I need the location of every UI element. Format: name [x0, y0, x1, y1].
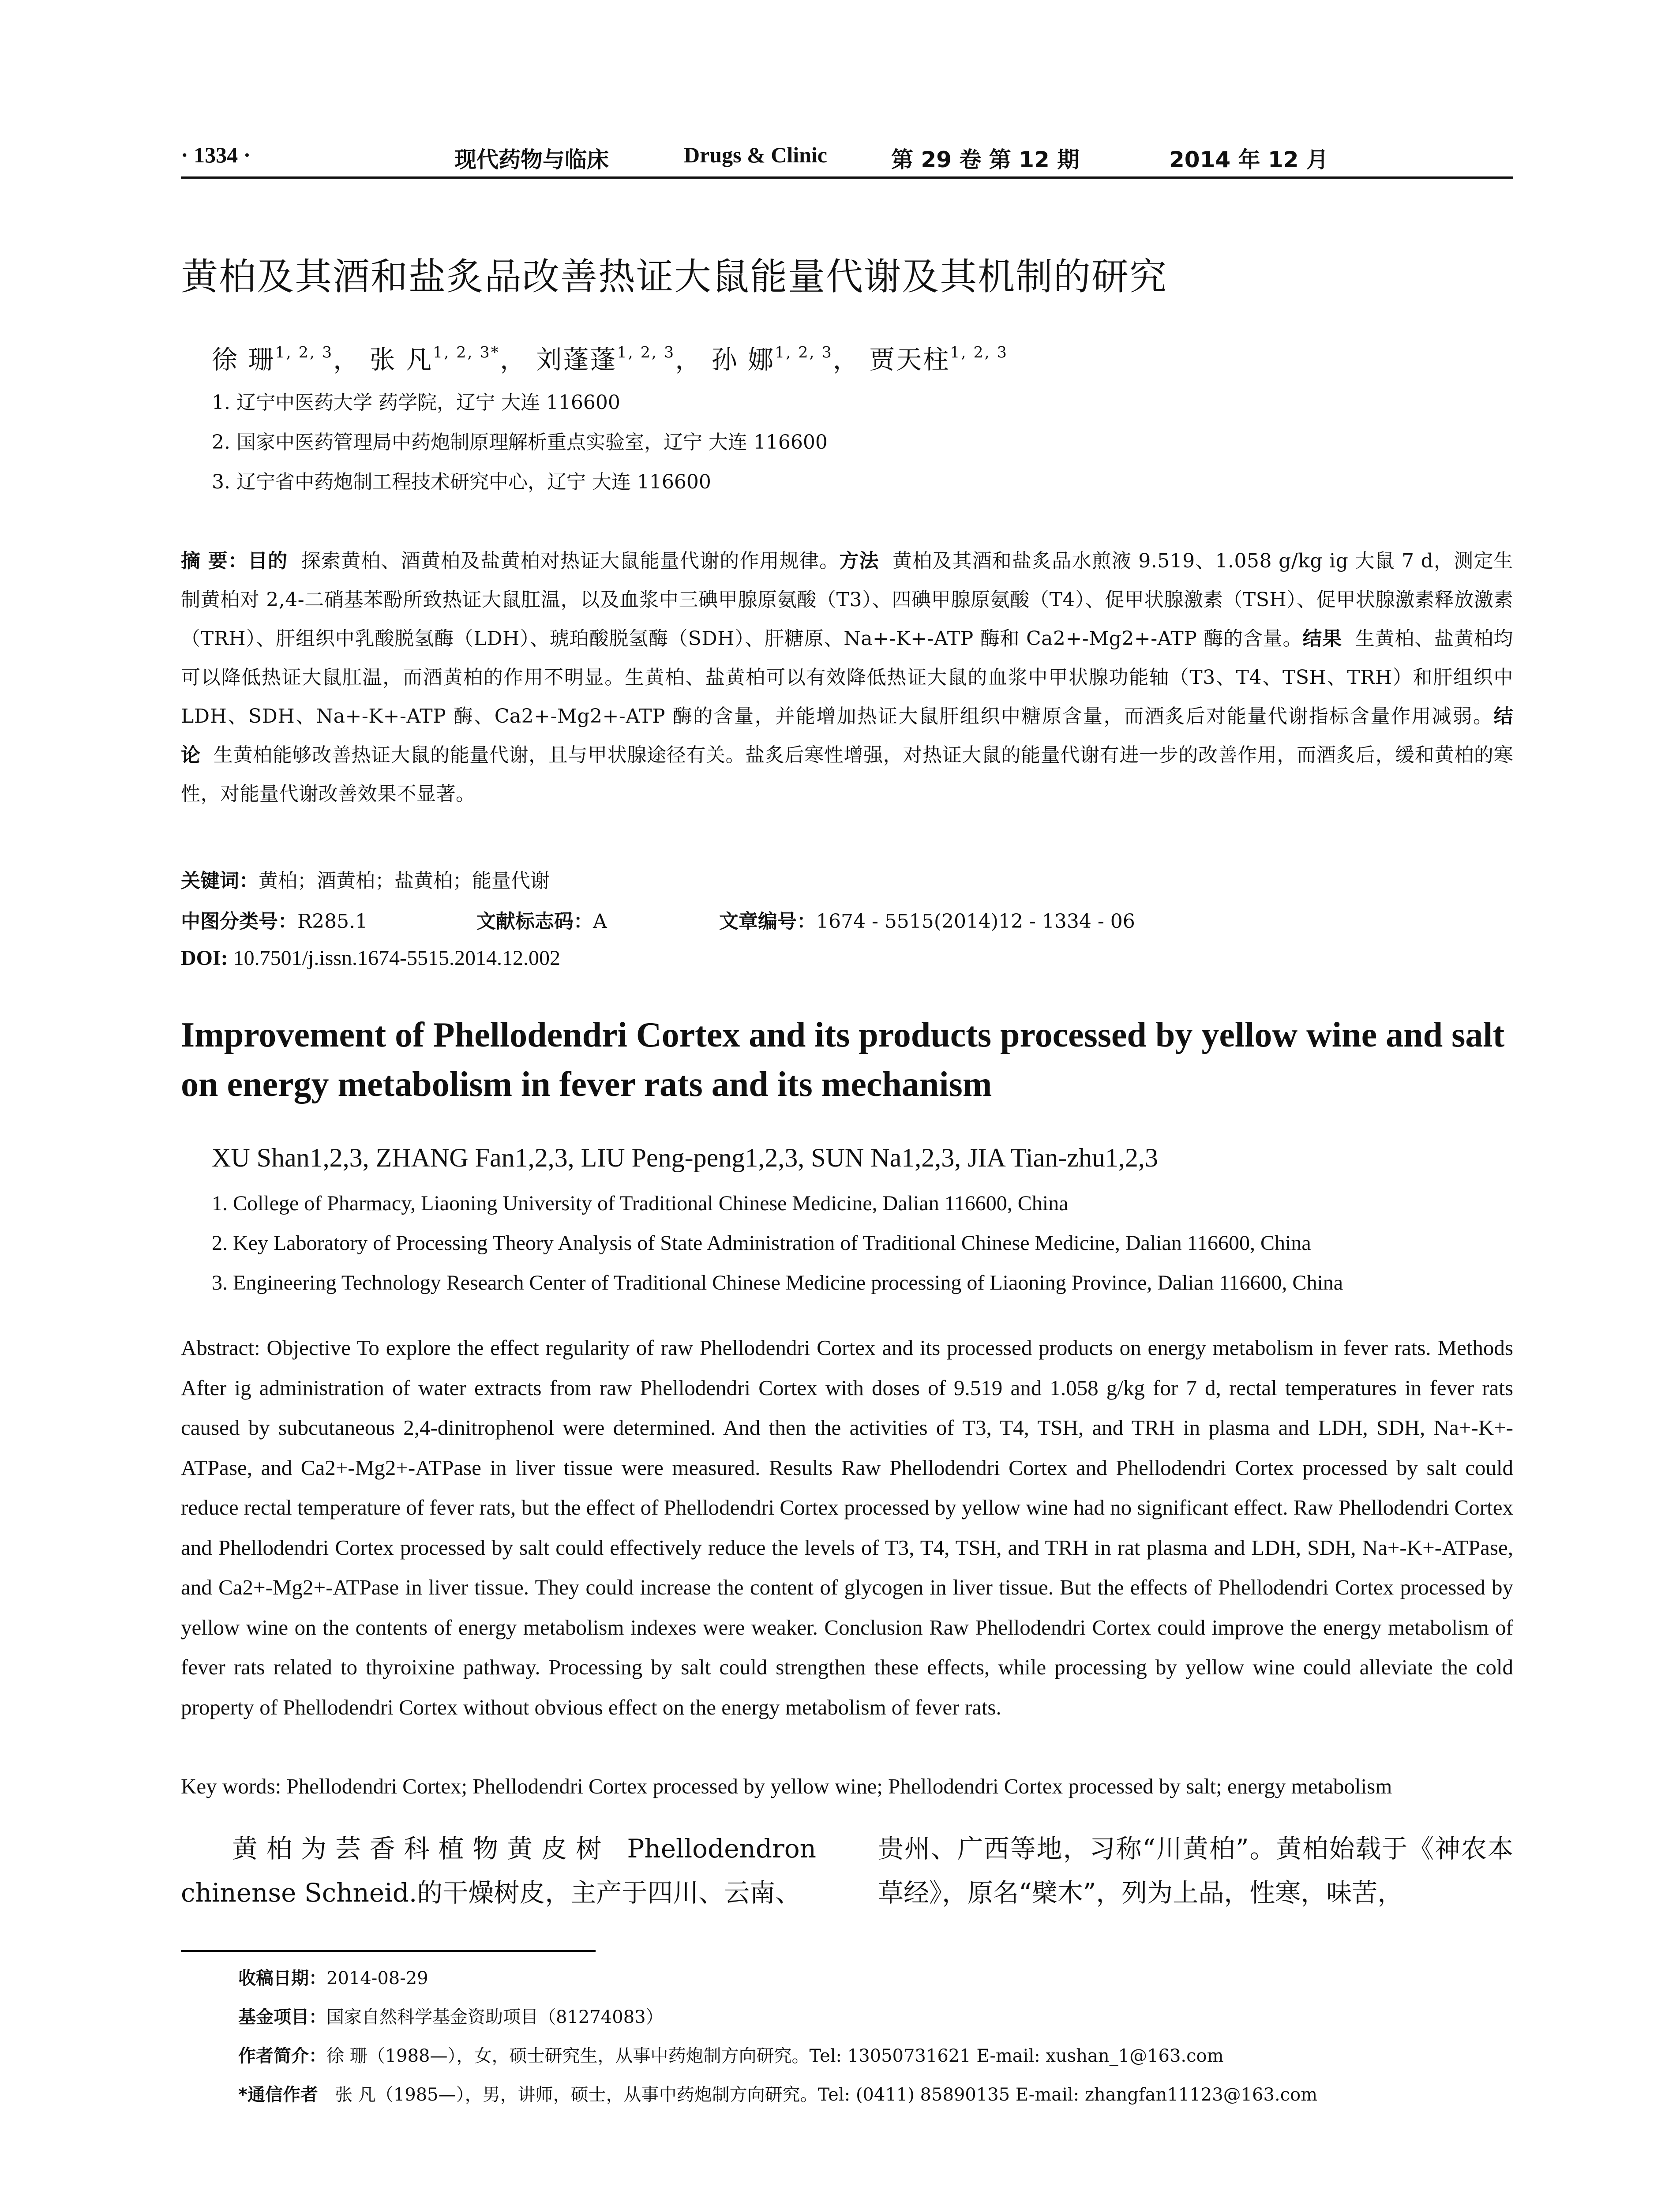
keywords-en: Key words: Phellodendri Cortex; Phellodendri Cortex processed by yellow wine; Phellodendri Cortex processed by salt; energy metabolism [181, 1774, 1392, 1798]
results-text: 生黄柏、盐黄柏均可以降低热证大鼠肛温，而酒黄柏的作用不明显。生黄柏、盐黄柏可以有效降低热证大鼠的血浆中甲状腺功能轴（T3、T4、TSH、TRH）和肝组织中 LDH、SDH、Na+-K+-ATP 酶、Ca2+-Mg2+-ATP 酶的含量，并能增加热证大鼠肝组织中糖原含量，而酒炙后对能量代谢指标含量作用减弱。 [181, 627, 1513, 728]
received-value: 2014-08-29 [326, 1968, 428, 1988]
body-paragraph: 贵州、广西等地，习称“川黄柏”。黄柏始载于《神农本草经》，原名“檗木”，列为上品，性寒，味苦， [878, 1834, 1513, 1908]
abstract-en: Abstract: Objective To explore the effect regularity of raw Phellodendri Cortex and its processed products on energy metabolism in fever rats. Methods After ig administration of water extracts from raw Phellodendri Cortex with doses of 9.519 and 1.058 g/kg for 7 d, rectal temperatures in fever rats caused by subcutaneous 2,4-dinitrophenol were determined. And then the activities of T3, T4, TSH, and TRH in plasma and LDH, SDH, Na+-K+-ATPase, and Ca2+-Mg2+-ATPase in liver tissue were measured. Results Raw Phellodendri Cortex and Phellodendri Cortex processed by salt could reduce rectal temperature of fever rats, but the effect of Phellodendri Cortex processed by yellow wine had no significant effect. Raw Phellodendri Cortex and Phellodendri Cortex processed by salt could effectively reduce the levels of T3, T4, TSH, and TRH in rat plasma and LDH, SDH, Na+-K+-ATPase, and Ca2+-Mg2+-ATPase in liver tissue. They could increase the content of glycogen in liver tissue. But the effects of Phellodendri Cortex processed by yellow wine on the contents of energy metabolism indexes were weaker. Conclusion Raw Phellodendri Cortex could improve the energy metabolism of fever rats related to thyroixine pathway. Processing by salt could strengthen these effects, while processing by yellow wine could alleviate the cold property of Phellodendri Cortex without obvious effect on the energy metabolism of fever rats. [181, 1336, 1513, 1719]
author-name: 刘蓬蓬 [536, 345, 617, 375]
doc-code-value: A [593, 910, 607, 933]
abstract-label: 摘 要： [181, 550, 248, 572]
body-column-right [878, 1827, 1513, 1915]
methods-text: 黄柏及其酒和盐炙品水煎液 9.519、1.058 g/kg ig 大鼠 7 d，测定生制黄柏对 2,4-二硝基苯酚所致热证大鼠肛温，以及血浆中三碘甲腺原氨酸（T3）、四碘甲腺原氨酸（T4）、促甲状腺激素（TSH）、促甲状腺激素释放激素（TRH）、肝组织中乳酸脱氢酶（LDH）、琥珀酸脱氢酶（SDH）、肝糖原、Na+-K+-ATP 酶和 Ca2+-Mg2+-ATP 酶的含量。 [181, 550, 1513, 650]
affiliation-en-3: 3. Engineering Technology Research Center of Traditional Chinese Medicine processing of Liaoning Province, Dalian 116600, China [212, 1271, 1343, 1294]
doc-code-label: 文献标志码： [476, 910, 593, 933]
footnote-fund [238, 2003, 664, 2028]
volume-issue: 第 29 卷 第 12 期 [891, 147, 1080, 173]
author-list-cn [212, 339, 1008, 376]
clc-value: R285.1 [297, 910, 368, 933]
corresponding-label: *通信作者 [238, 2085, 318, 2105]
author-bio-label: 作者简介： [238, 2046, 326, 2066]
author-separator: ， [832, 345, 860, 375]
article-no-value: 1674 - 5515(2014)12 - 1334 - 06 [816, 910, 1135, 933]
classification-line [181, 905, 368, 934]
author-bio-value: 徐 珊（1988—），女，硕士研究生，从事中药炮制方向研究。Tel: 13050731621 E-mail: xushan_1@163.com [326, 2046, 1224, 2066]
abstract-cn [181, 542, 1513, 814]
results-label: 结果 [1302, 627, 1342, 650]
author-name: 贾天柱 [869, 345, 950, 375]
running-header [181, 140, 1513, 176]
affiliation-en-2: 2. Key Laboratory of Processing Theory Analysis of State Administration of Traditional Chinese Medicine, Dalian 116600, China [212, 1231, 1311, 1255]
document-code [476, 905, 607, 934]
paper-title-cn: 黄柏及其酒和盐炙品改善热证大鼠能量代谢及其机制的研究 [181, 255, 1168, 298]
footnote-corresponding [238, 2081, 1317, 2106]
issue-date: 2014 年 12 月 [1169, 147, 1328, 173]
methods-label: 方法 [839, 550, 879, 572]
doi-line [181, 946, 560, 970]
page-number: · 1334 · [181, 143, 251, 167]
author-affil-mark: 1, 2, 3 [275, 344, 334, 362]
affiliation-en-1: 1. College of Pharmacy, Liaoning University of Traditional Chinese Medicine, Dalian 116600, China [212, 1192, 1069, 1215]
doi-label: DOI: [181, 946, 228, 970]
journal-title-cn: 现代药物与临床 [454, 147, 609, 173]
received-label: 收稿日期： [238, 1968, 326, 1988]
author-affil-mark: 1, 2, 3* [433, 344, 500, 362]
author-name: 张 凡 [369, 345, 433, 375]
keywords-cn [181, 865, 550, 893]
affiliation-cn-2: 2. 国家中医药管理局中药炮制原理解析重点实验室，辽宁 大连 116600 [212, 431, 828, 454]
author-separator: ， [500, 345, 527, 375]
article-number [719, 905, 1135, 934]
clc-label: 中图分类号： [181, 910, 297, 933]
affiliation-cn-1: 1. 辽宁中医药大学 药学院，辽宁 大连 116600 [212, 391, 620, 414]
article-no-label: 文章编号： [719, 910, 816, 933]
author-affil-mark: 1, 2, 3 [775, 344, 833, 362]
conclusion-text: 生黄柏能够改善热证大鼠的能量代谢，且与甲状腺途径有关。盐炙后寒性增强，对热证大鼠的能量代谢有进一步的改善作用，而酒炙后，缓和黄柏的寒性，对能量代谢改善效果不显著。 [181, 744, 1513, 805]
keywords-label: 关键词： [181, 870, 259, 892]
corresponding-value: 张 凡（1985—），男，讲师，硕士，从事中药炮制方向研究。Tel: (0411) 85890135 E-mail: zhangfan11123@163.com [335, 2085, 1318, 2105]
doi-value: 10.7501/j.issn.1674-5515.2014.12.002 [233, 946, 561, 970]
objective-text: 探索黄柏、酒黄柏及盐黄柏对热证大鼠能量代谢的作用规律。 [301, 550, 840, 572]
author-name: 徐 珊 [212, 345, 275, 375]
header-rule [181, 176, 1513, 179]
body-paragraph: 黄柏为芸香科植物黄皮树 Phellodendron chinense Schneid.的干燥树皮，主产于四川、云南、 [181, 1834, 816, 1908]
affiliation-cn-3: 3. 辽宁省中药炮制工程技术研究中心，辽宁 大连 116600 [212, 471, 711, 493]
keywords-text: 黄柏；酒黄柏；盐黄柏；能量代谢 [259, 870, 550, 892]
footnote-author [238, 2042, 1224, 2067]
author-affil-mark: 1, 2, 3 [950, 344, 1008, 362]
paper-title-en: Improvement of Phellodendri Cortex and its products processed by yellow wine and salt on energy metabolism in fever rats and its mechanism [181, 1016, 1505, 1104]
fund-value: 国家自然科学基金资助项目（81274083） [326, 2007, 664, 2027]
author-list-en: XU Shan1,2,3, ZHANG Fan1,2,3, LIU Peng-peng1,2,3, SUN Na1,2,3, JIA Tian-zhu1,2,3 [212, 1143, 1158, 1172]
author-name: 孙 娜 [711, 345, 775, 375]
objective-label: 目的 [248, 550, 288, 572]
author-separator: ， [675, 345, 702, 375]
conclusion-label: 结论 [181, 705, 1513, 766]
fund-label: 基金项目： [238, 2007, 326, 2027]
footnote-received [238, 1964, 428, 1989]
author-affil-mark: 1, 2, 3 [617, 344, 675, 362]
body-column-left [181, 1827, 816, 1915]
author-separator: ， [333, 345, 360, 375]
journal-title-en: Drugs & Clinic [684, 143, 827, 167]
footnote-rule [181, 1950, 596, 1952]
